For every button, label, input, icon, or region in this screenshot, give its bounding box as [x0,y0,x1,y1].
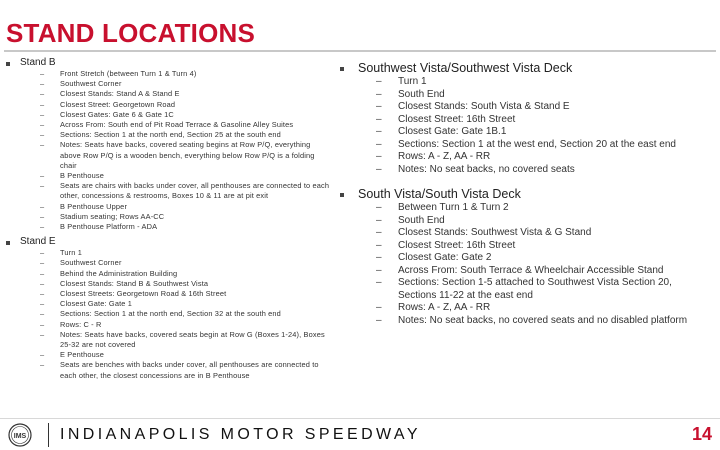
list-item-text: Behind the Administration Building [60,268,178,278]
list-item [40,309,330,319]
list-item [376,215,706,228]
list-item [40,100,330,110]
dash-bullet-icon: – [376,227,382,238]
list-item [376,89,706,102]
dash-bullet-icon: – [376,101,382,112]
list-item-text: Seats are benches with backs under cover, all penthouses are connected to each other, the closest concessions are in B Penthouse [60,360,319,380]
section-item-list [40,248,330,381]
list-item [40,171,330,181]
dash-bullet-icon: – [40,299,45,309]
dash-bullet-icon: – [40,278,45,288]
list-item [40,181,330,201]
list-item [40,289,330,299]
list-item-text: Closest Gate: Gate 2 [398,252,492,263]
list-item [376,164,706,177]
list-item-text: South End [398,214,445,226]
dash-bullet-icon: – [40,89,45,99]
dash-bullet-icon: – [40,222,45,232]
list-item [40,202,330,212]
dash-bullet-icon: – [40,309,45,319]
dash-bullet-icon: – [40,248,45,258]
section-item-list [376,202,706,327]
list-item-text: Turn 1 [398,76,427,87]
dash-bullet-icon: – [376,214,382,226]
dash-bullet-icon: – [376,202,382,213]
list-item-text: Front Stretch (between Turn 1 & Turn 4) [60,69,197,78]
list-item [40,350,330,360]
list-item-text: Notes: No seat backs, no covered seats and no disabled platform [398,314,688,326]
list-item-text: Stadium seating; Rows AA-CC [60,211,165,221]
dash-bullet-icon: – [376,138,382,150]
list-item [376,151,706,164]
page-number: 14 [691,424,712,444]
list-item [376,139,706,152]
dash-bullet-icon: – [40,171,45,181]
list-item-text: Rows: A - Z, AA - RR [398,151,491,162]
list-item-text: Closest Stands: Stand A & Stand E [60,89,180,99]
list-item [40,258,330,268]
footer-separator [48,423,49,447]
dash-bullet-icon: – [40,130,45,140]
section-item-list [40,69,330,232]
list-item-text: Closest Street: 16th Street [398,113,516,125]
square-bullet-icon [340,67,344,71]
title-divider [4,50,716,52]
dash-bullet-icon: – [376,76,382,87]
list-item-text: Sections: Section 1 at the north end, Section 32 at the south end [60,309,281,319]
list-item [40,79,330,89]
list-item [376,277,706,302]
list-item-text: Sections: Section 1 at the west end, Section 20 at the east end [398,138,676,150]
list-item [40,269,330,279]
dash-bullet-icon: – [376,252,382,263]
dash-bullet-icon: – [376,264,382,276]
list-item [376,101,706,114]
dash-bullet-icon: – [376,151,382,162]
list-item [40,222,330,232]
dash-bullet-icon: – [40,319,45,329]
dash-bullet-icon: – [376,126,382,137]
dash-bullet-icon: – [40,140,45,150]
list-item-text: Notes: Seats have backs, covered seats begin at Row G (Boxes 1-24), Boxes 25-32 are not covered [60,329,325,350]
list-item-text: Closest Stands: Stand B & Southwest Vista [60,278,209,288]
list-item [40,130,330,140]
list-item-text: Notes: Seats have backs, covered seating begins at Row P/Q, everything above Row P/Q is a wooden bench, everything below Row P/Q is a folding chair [60,140,315,170]
section-heading [6,235,336,248]
list-item-text: Notes: No seat backs, no covered seats [398,163,575,175]
section-heading [6,56,336,69]
section-heading [340,186,715,202]
dash-bullet-icon: – [376,88,382,100]
list-item [376,114,706,127]
stand-section [6,235,336,381]
dash-bullet-icon: – [40,258,45,268]
dash-bullet-icon: – [40,120,45,130]
right-column [340,60,715,327]
list-item [376,76,706,89]
dash-bullet-icon: – [40,181,45,191]
list-item-text: Closest Gate: Gate 1B.1 [398,126,507,137]
list-item-text: Turn 1 [60,248,82,258]
footer-divider [0,418,720,419]
list-item-text: Southwest Corner [60,258,122,268]
section-title: Southwest Vista/Southwest Vista Deck [358,61,573,75]
list-item [376,302,706,315]
list-item-text: Rows: C - R [60,319,102,329]
dash-bullet-icon: – [40,69,45,78]
dash-bullet-icon: – [376,239,382,251]
dash-bullet-icon: – [40,109,45,119]
list-item-text: Closest Stands: South Vista & Stand E [398,101,570,112]
list-item-text: Closest Street: Georgetown Road [60,99,176,109]
list-item-text: Between Turn 1 & Turn 2 [398,202,509,213]
page-title: STAND LOCATIONS [6,18,256,48]
list-item [376,252,706,265]
section-title: Stand B [20,57,56,68]
list-item-text: Sections: Section 1 at the north end, Section 25 at the south end [60,130,281,140]
dash-bullet-icon: – [376,314,382,326]
list-item-text: Seats are chairs with backs under cover, all penthouses are connected to each other, concessions & restrooms, Boxes 10 & 11 are at pit exit [60,181,330,201]
square-bullet-icon [340,193,344,197]
dash-bullet-icon: – [40,79,45,89]
dash-bullet-icon: – [40,360,45,370]
list-item-text: B Penthouse Platform - ADA [60,222,158,232]
list-item [40,299,330,309]
list-item-text: Closest Street: 16th Street [398,239,516,251]
list-item [40,69,330,79]
section-title: South Vista/South Vista Deck [358,187,521,201]
list-item-text: Across From: South end of Pit Road Terrace & Gasoline Alley Suites [60,120,294,130]
ims-logo-icon [8,423,32,447]
list-item-text: Closest Streets: Georgetown Road & 16th Street [60,289,227,299]
list-item [40,89,330,99]
list-item [40,360,330,380]
list-item [40,330,330,350]
square-bullet-icon [6,62,10,66]
list-item-text: Closest Gate: Gate 1 [60,299,133,309]
dash-bullet-icon: – [40,99,45,109]
list-item [376,202,706,215]
list-item-text: B Penthouse Upper [60,201,128,211]
stand-section [340,60,715,176]
list-item [40,279,330,289]
list-item [40,140,330,171]
section-title: Stand E [20,236,56,248]
list-item [40,248,330,258]
dash-bullet-icon: – [40,350,45,360]
list-item [40,320,330,330]
list-item-text: Southwest Corner [60,79,122,89]
stand-section [340,186,715,327]
dash-bullet-icon: – [376,277,382,288]
dash-bullet-icon: – [376,302,382,313]
dash-bullet-icon: – [40,201,45,211]
dash-bullet-icon: – [376,113,382,125]
footer-brand-text: INDIANAPOLIS MOTOR SPEEDWAY [60,426,421,443]
list-item [376,240,706,253]
logo-text: IMS [13,432,27,440]
list-item-text: Across From: South Terrace & Wheelchair Accessible Stand [398,264,664,276]
list-item-text: Closest Gates: Gate 6 & Gate 1C [60,109,174,119]
dash-bullet-icon: – [40,329,45,339]
stand-section [6,56,336,232]
list-item-text: B Penthouse [60,171,104,181]
dash-bullet-icon: – [40,268,45,278]
dash-bullet-icon: – [40,289,45,299]
list-item-text: Closest Stands: Southwest Vista & G Stand [398,227,592,238]
list-item [376,265,706,278]
square-bullet-icon [6,241,10,245]
list-item [376,227,706,240]
list-item-text: E Penthouse [60,350,104,360]
dash-bullet-icon: – [376,163,382,175]
dash-bullet-icon: – [40,211,45,221]
section-heading [340,60,715,76]
list-item-text: Rows: A - Z, AA - RR [398,302,491,313]
list-item [376,126,706,139]
left-column [6,56,336,381]
list-item [376,315,706,328]
section-item-list [376,76,706,176]
list-item [40,110,330,120]
list-item-text: Sections: Section 1-5 attached to Southwest Vista Section 20, Sections 11-22 at the east end [398,277,672,301]
list-item [40,212,330,222]
list-item-text: South End [398,88,445,100]
list-item [40,120,330,130]
